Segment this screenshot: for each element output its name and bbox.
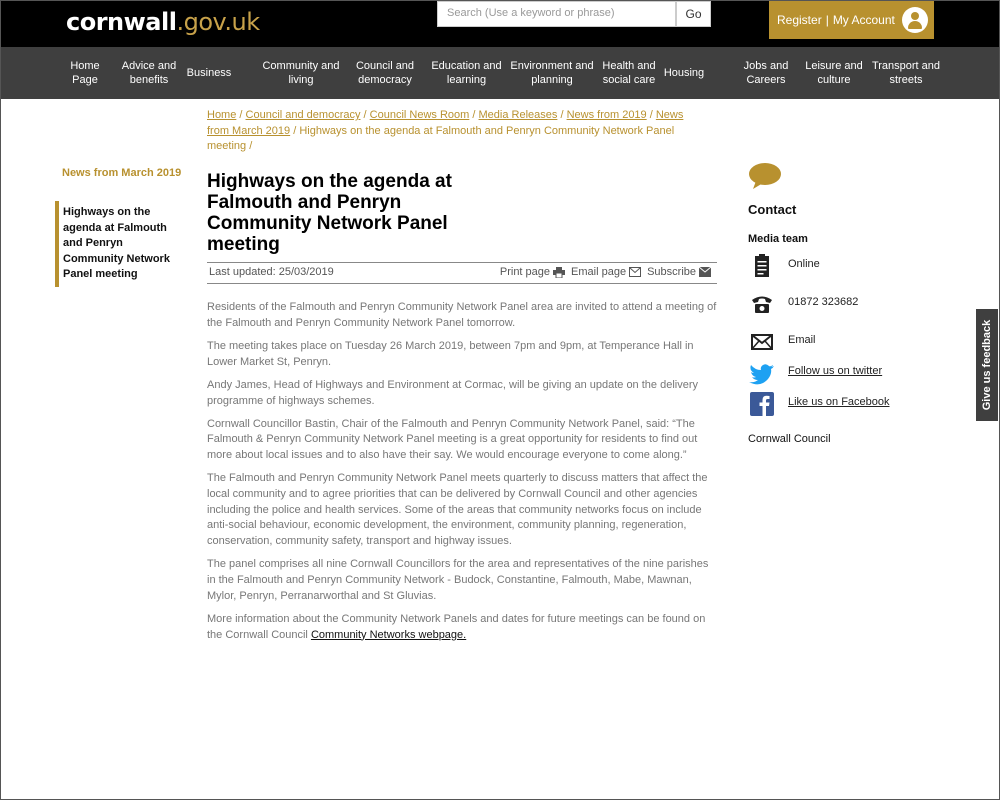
article-paragraph: Residents of the Falmouth and Penryn Community Network Panel area are invited to attend a meeting of the Falmouth and Penryn Community Network Panel tomorrow. (207, 301, 717, 329)
article-meta-bar (207, 262, 717, 284)
email-page-button[interactable] (571, 266, 641, 278)
feedback-tab[interactable] (976, 309, 998, 421)
main-nav (0, 47, 1000, 99)
nav-item-council[interactable]: Council and democracy (355, 60, 415, 86)
speech-bubble-icon (748, 162, 782, 190)
nav-item-advice[interactable]: Advice and benefits (121, 60, 177, 86)
contact-email[interactable] (748, 330, 948, 354)
article-paragraph (207, 612, 719, 643)
contact-facebook[interactable] (748, 392, 948, 416)
telephone-icon (748, 292, 776, 316)
site-logo[interactable] (66, 8, 260, 36)
article-paragraph: The panel comprises all nine Cornwall Councillors for the area and representatives of the nine parishes in the Falmouth and Penryn Community Network - Budock, Constantine, Falmouth, Mabe, Mawnan, Mylor, Penryn, Perranarworthal and St Gluvias. (207, 558, 709, 602)
sidebar-parent-link[interactable]: News from March 2019 (62, 167, 182, 179)
breadcrumb-separator: / (363, 109, 367, 121)
page-title: Highways on the agenda at Falmouth and Penryn Community Network Panel meeting (207, 171, 452, 255)
breadcrumb-separator: / (649, 109, 653, 121)
nav-item-education[interactable]: Education and learning (431, 60, 502, 86)
breadcrumb-separator: / (249, 140, 253, 152)
contact-twitter[interactable] (748, 361, 948, 385)
breadcrumb-march2019[interactable]: from March 2019 (207, 124, 291, 137)
subscribe-button[interactable] (647, 266, 711, 278)
contact-email-label: Email (788, 334, 816, 346)
article-paragraph: The meeting takes place on Tuesday 26 March 2019, between 7pm and 9pm, at Temperance Hall in Lower Market St, Penryn. (207, 339, 694, 368)
nav-item-jobs[interactable]: Jobs and Careers (743, 60, 789, 86)
article-paragraph: Cornwall Councillor Bastin, Chair of the Falmouth and Penryn Community Network Panel, said: “The Falmouth & Penryn Community Network Panel meeting is a great opportunity for residents to find out more about local issues and to also have their say. We would encourage everyone to come along.” (207, 417, 698, 462)
user-icon (902, 7, 928, 33)
breadcrumb-separator: / (560, 109, 564, 121)
page-actions (500, 266, 711, 278)
twitter-icon (748, 361, 776, 385)
clipboard-icon (748, 254, 776, 278)
nav-item-business[interactable]: Business (186, 67, 232, 79)
register-link[interactable]: Register (777, 13, 822, 27)
breadcrumb-current: Highways on the agenda at Falmouth and Penryn Community Network Panel meeting (207, 124, 675, 152)
media-team-label: Media team (748, 233, 808, 245)
contact-title: Contact (748, 202, 797, 217)
breadcrumb (207, 108, 707, 155)
my-account-link[interactable]: My Account (832, 13, 895, 27)
nav-item-community[interactable]: Community and living (262, 60, 340, 86)
contact-organisation: Cornwall Council (748, 433, 831, 445)
contact-phone[interactable] (748, 292, 948, 316)
contact-phone-number: 01872 323682 (788, 296, 859, 308)
nav-item-home[interactable]: Home Page (70, 60, 100, 86)
article-body (207, 300, 719, 651)
community-networks-link[interactable]: Community Networks webpage. (310, 628, 467, 641)
breadcrumb-separator: / (239, 109, 243, 121)
contact-online-label: Online (788, 258, 820, 270)
article-paragraph: Andy James, Head of Highways and Environment at Cormac, will be giving an update on the delivery programme of highways schemes. (207, 378, 698, 407)
nav-item-environment[interactable]: Environment and planning (510, 60, 594, 86)
email-page-label: Email page (571, 266, 627, 278)
contact-online[interactable] (748, 254, 948, 278)
print-page-label: Print page (499, 266, 551, 278)
article-paragraph: The Falmouth and Penryn Community Network Panel meets quarterly to discuss matters that affect the local community and to agree priorities that can be delivered by Cornwall Council and other agencies including the police and health services. Some of the areas that community networks focus on include anti-social behaviour, economic development, the environment, community planning, regeneration, conservation, community safety, transport and highway issues. (207, 472, 708, 548)
nav-item-leisure[interactable]: Leisure and culture (805, 60, 863, 86)
envelope-filled-icon (699, 267, 711, 277)
subscribe-label: Subscribe (647, 266, 696, 278)
article-paragraph-text: More information about the Community Network Panels and dates for future meetings can be found on the Cornwall Council (207, 612, 706, 641)
breadcrumb-news-label[interactable]: News (655, 109, 684, 121)
logo-main: cornwall (66, 8, 177, 36)
sidebar-current-item[interactable]: Highways on the agenda at Falmouth and Penryn Community Network Panel meeting (55, 201, 185, 287)
site-header (0, 0, 1000, 47)
twitter-link[interactable]: Follow us on twitter (788, 365, 883, 377)
nav-item-health[interactable]: Health and social care (602, 60, 656, 86)
breadcrumb-media[interactable]: Media Releases (478, 109, 558, 121)
breadcrumb-separator: / (472, 109, 476, 121)
envelope-icon (629, 267, 641, 277)
last-updated: Last updated: 25/03/2019 (209, 266, 334, 278)
nav-item-transport[interactable]: Transport and streets (871, 60, 941, 86)
envelope-icon (748, 330, 776, 354)
print-page-button[interactable] (500, 266, 565, 278)
breadcrumb-home[interactable]: Home (207, 109, 237, 121)
logo-domain: .gov.uk (176, 8, 260, 36)
facebook-link[interactable]: Like us on Facebook (788, 396, 890, 408)
facebook-icon (748, 392, 776, 416)
breadcrumb-newsroom[interactable]: Council News Room (369, 109, 470, 121)
breadcrumb-council[interactable]: Council and democracy (245, 109, 361, 121)
search-go-button[interactable]: Go (676, 1, 711, 27)
account-separator: | (825, 13, 829, 27)
breadcrumb-news2019[interactable]: News from 2019 (566, 109, 647, 121)
printer-icon (553, 267, 565, 278)
breadcrumb-separator: / (293, 124, 297, 137)
search-input[interactable]: Search (Use a keyword or phrase) (437, 1, 676, 27)
account-button[interactable] (769, 1, 934, 39)
nav-item-housing[interactable]: Housing (663, 67, 705, 79)
feedback-label: Give us feedback (981, 319, 993, 411)
